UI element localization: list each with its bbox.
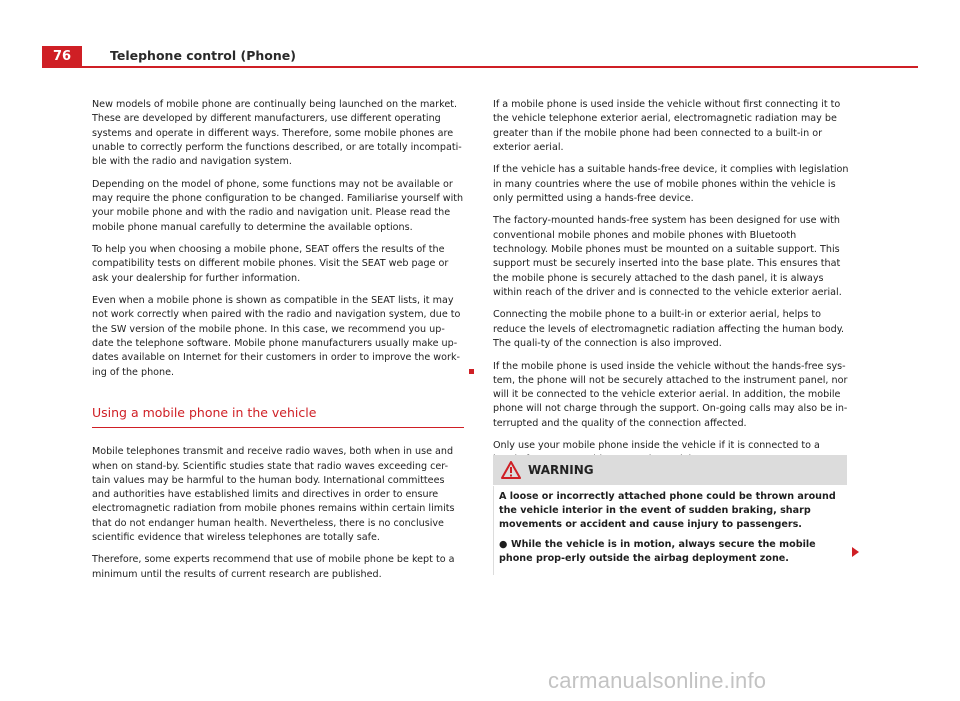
paragraph: The factory-mounted hands-free system has been designed for use with conventional mobile phones and mobile phones with Bluetooth technology. Mobile phones must be mounted on a suitable support. This support must be securely inserted into the base plate. This ensures that the mobile phone is securely attached to the dash panel, it is always within reach of the driver and is connected to the vehicle exterior aerial. xyxy=(493,215,842,298)
paragraph: If the mobile phone is used inside the vehicle without the hands-free sys-tem, the phone will not be securely attached to the instrument panel, nor will it be connected to the vehicle exterior aerial. In addition, the mobile phone will not charge through the support. On-going calls may also be in-terrupted and the quality of the connection affected. xyxy=(493,360,848,429)
left-column xyxy=(92,98,464,590)
paragraph: Depending on the model of phone, some functions may not be available or may require the phone configuration to be changed. Familiarise yourself with your mobile phone and with the radio and navigation unit. Please read the mobile phone manual carefully to determine the available options. xyxy=(92,178,464,233)
page-number: 76 xyxy=(42,46,82,68)
paragraph: Connecting the mobile phone to a built-in or exterior aerial, helps to reduce the levels of electromagnetic radiation affecting the human body. The quali-ty of the connection is also improved. xyxy=(493,309,845,350)
section-body xyxy=(92,445,464,582)
warning-title: WARNING xyxy=(528,463,594,477)
paragraph: Therefore, some experts recommend that use of mobile phone be kept to a minimum until the results of current research are published. xyxy=(92,554,455,580)
paragraph: To help you when choosing a mobile phone, SEAT offers the results of the compatibility tests on different mobile phones. Visit the SEAT web page or ask your dealership for further information. xyxy=(92,244,449,284)
warning-box xyxy=(493,455,847,575)
paragraph-text: Even when a mobile phone is shown as compatible in the SEAT lists, it may not work correctly when paired with the radio and navigation system, due to the SW version of the mobile phone. In this case, we recommend you up-date the telephone software. Mobile phone manufacturers usually make up-dates available on Internet for their customers in order to improve the work-ing of the phone. xyxy=(92,295,461,378)
section-end-marker xyxy=(469,369,474,374)
bullet-icon: ● xyxy=(499,539,508,551)
paragraph: Mobile telephones transmit and receive radio waves, both when in use and when on stand-by. Scientific studies state that radio waves exceeding cer-tain values may be harmful to the human body. International committees and authorities have established limits and directives in order to ensure electromagnetic radiation from mobile phones remains within certain limits that do not endanger human health. Nevertheless, there is no conclusive scientific evidence that wireless telephones are totally safe. xyxy=(92,446,455,543)
paragraph: Only use your mobile phone inside the vehicle if it is connected to a xyxy=(493,440,820,452)
section-heading: Using a mobile phone in the vehicle xyxy=(92,406,464,428)
warning-header xyxy=(493,455,847,486)
warning-bullet-text: While the vehicle is in motion, always secure the mobile phone prop-erly outside the airbag deployment zone. xyxy=(499,539,816,565)
warning-bullet xyxy=(499,538,843,566)
paragraph: New models of mobile phone are continually being launched on the market. These are developed by different manufacturers, use different operating systems and operate in different ways. Therefore, some mobile phones are unable to correctly perform the functions described, or are totally incompati-ble with the radio and navigation system. xyxy=(92,99,462,168)
paragraph: If a mobile phone is used inside the vehicle without first connecting it to the vehicle telephone exterior aerial, electromagnetic radiation may be greater than if the mobile phone had been connected to a built-in or exterior aerial. xyxy=(493,99,841,153)
watermark: carmanualsonline.info xyxy=(548,668,767,693)
paragraph: If the vehicle has a suitable hands-free device, it complies with legislation in many countries where the use of mobile phones within the vehicle is only permitted using a hands-free device. xyxy=(493,164,849,204)
header-rule xyxy=(82,66,918,68)
paragraph xyxy=(92,294,464,380)
continue-arrow-icon xyxy=(852,547,859,557)
right-column xyxy=(493,98,850,476)
warning-content xyxy=(493,486,847,575)
warning-triangle-icon xyxy=(501,461,521,479)
warning-text: A loose or incorrectly attached phone could be thrown around the vehicle interior in the event of sudden braking, sharp movements or accident and cause injury to passengers. xyxy=(499,491,836,531)
running-title: Telephone control (Phone) xyxy=(110,48,296,63)
